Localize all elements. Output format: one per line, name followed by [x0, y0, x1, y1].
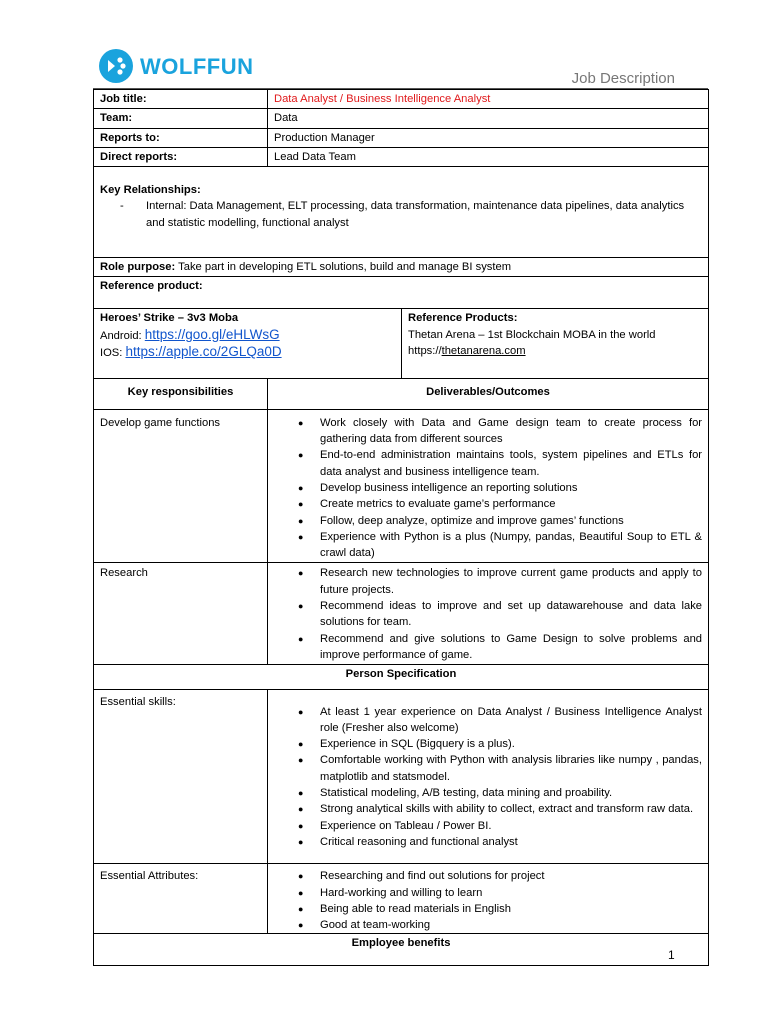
team-value: Data [268, 109, 709, 128]
role-purpose-label: Role purpose: [100, 261, 176, 274]
android-link[interactable]: https://goo.gl/eHLWsG [144, 326, 280, 342]
games-row [94, 309, 709, 379]
list-item: ● Good at team-working [274, 917, 702, 933]
job-title-row [94, 90, 709, 109]
list-item: ● Create metrics to evaluate game’s performance [274, 496, 702, 512]
reference-products-url [408, 343, 702, 359]
key-responsibilities-header: Key responsibilities [94, 379, 268, 409]
attributes-list [274, 868, 702, 933]
role-purpose-row [94, 258, 709, 277]
skills-cell [268, 689, 709, 864]
company-logo [98, 48, 298, 84]
thetanarena-link[interactable]: thetanarena.com [441, 345, 526, 358]
list-item: ● Experience with Python is a plus (Numpy, pandas, Beautiful Soup to ETL & crawl data) [274, 529, 702, 562]
ios-line [100, 344, 395, 361]
reports-to-label: Reports to: [94, 128, 268, 147]
key-relationships-row [94, 167, 709, 258]
deliverables-list [274, 415, 702, 562]
reference-products-cell [402, 309, 709, 379]
key-relationships-heading: Key Relationships: [100, 184, 201, 197]
reference-product-row [94, 277, 709, 309]
responsibility-row [94, 563, 709, 665]
list-item: ● Research new technologies to improve current game products and apply to future projects. [274, 565, 702, 598]
list-item: ● Recommend and give solutions to Game Design to solve problems and improve performance of game. [274, 631, 702, 664]
game-name: Heroes’ Strike – 3v3 Moba [100, 312, 239, 325]
list-item: ● Strong analytical skills with ability to collect, extract and transform raw data. [274, 801, 702, 817]
url-prefix: https:// [408, 345, 442, 358]
essential-attributes-row [94, 864, 709, 934]
attributes-cell [268, 864, 709, 934]
logo-text: WOLFFUN [140, 54, 254, 79]
team-row [94, 109, 709, 128]
team-label: Team: [94, 109, 268, 128]
android-label: Android: [100, 329, 145, 342]
job-title-value: Data Analyst / Business Intelligence Analyst [268, 90, 709, 109]
list-item: ● Hard-working and willing to learn [274, 885, 702, 901]
wolf-logo-icon [98, 48, 134, 84]
responsibility-row [94, 409, 709, 563]
list-item: ● Develop business intelligence an reporting solutions [274, 480, 702, 496]
list-item: ● Critical reasoning and functional analyst [274, 834, 702, 850]
list-item: ● Work closely with Data and Game design team to create process for gathering data from different sources [274, 415, 702, 448]
deliverables-cell [268, 563, 709, 665]
reports-to-value: Production Manager [268, 128, 709, 147]
list-item: ● Recommend ideas to improve and set up datawarehouse and data lake solutions for team. [274, 598, 702, 631]
list-item: ● Statistical modeling, A/B testing, data mining and proability. [274, 785, 702, 801]
key-relationships-cell [94, 167, 709, 258]
ios-label: IOS: [100, 347, 126, 360]
direct-reports-value: Lead Data Team [268, 147, 709, 166]
dash-marker: - [120, 200, 124, 213]
person-spec-heading: Person Specification [94, 665, 709, 689]
android-line [100, 327, 395, 344]
relationship-internal-text: Internal: Data Management, ELT processing, data transformation, maintenance data pipelines, data analytics and statistic modelling, functional analyst [146, 200, 685, 229]
deliverables-list [274, 565, 702, 663]
reports-to-row [94, 128, 709, 147]
document-type: Job Description [571, 70, 675, 87]
direct-reports-row [94, 147, 709, 166]
relationship-item [100, 198, 702, 231]
deliverables-cell [268, 409, 709, 563]
employee-benefits-heading: Employee benefits [94, 934, 709, 966]
role-purpose-cell [94, 258, 709, 277]
reference-products-label: Reference Products: [408, 312, 518, 325]
responsibility-area: Research [94, 563, 268, 665]
list-item: ● Experience on Tableau / Power BI. [274, 818, 702, 834]
list-item: ● Comfortable working with Python with analysis libraries like numpy , pandas, matplotlib and statsmodel. [274, 752, 702, 785]
list-item: ● Experience in SQL (Bigquery is a plus). [274, 736, 702, 752]
reference-product-label: Reference product: [94, 277, 709, 309]
list-item: ● Being able to read materials in English [274, 901, 702, 917]
job-description-table [93, 89, 709, 966]
deliverables-header: Deliverables/Outcomes [268, 379, 709, 409]
list-item: ● End-to-end administration maintains tools, system pipelines and ETLs for data analyst and business intelligence team. [274, 447, 702, 480]
list-item: ● At least 1 year experience on Data Analyst / Business Intelligence Analyst role (Fresher also welcome) [274, 704, 702, 737]
list-item: ● Follow, deep analyze, optimize and improve games’ functions [274, 513, 702, 529]
job-title-label: Job title: [94, 90, 268, 109]
list-item: ● Researching and find out solutions for project [274, 868, 702, 884]
skills-list [274, 704, 702, 851]
page-number: 1 [668, 948, 675, 962]
benefits-row [94, 934, 709, 966]
essential-skills-row [94, 689, 709, 864]
ios-link[interactable]: https://apple.co/2GLQa0D [125, 344, 282, 360]
reference-products-line: Thetan Arena – 1st Blockchain MOBA in the world [408, 328, 656, 341]
person-spec-header-row [94, 665, 709, 689]
direct-reports-label: Direct reports: [94, 147, 268, 166]
role-purpose-text: Take part in developing ETL solutions, build and manage BI system [175, 261, 512, 274]
game-cell [94, 309, 402, 379]
essential-skills-label: Essential skills: [94, 689, 268, 864]
responsibilities-header-row [94, 379, 709, 409]
responsibility-area: Develop game functions [94, 409, 268, 563]
essential-attributes-label: Essential Attributes: [94, 864, 268, 934]
